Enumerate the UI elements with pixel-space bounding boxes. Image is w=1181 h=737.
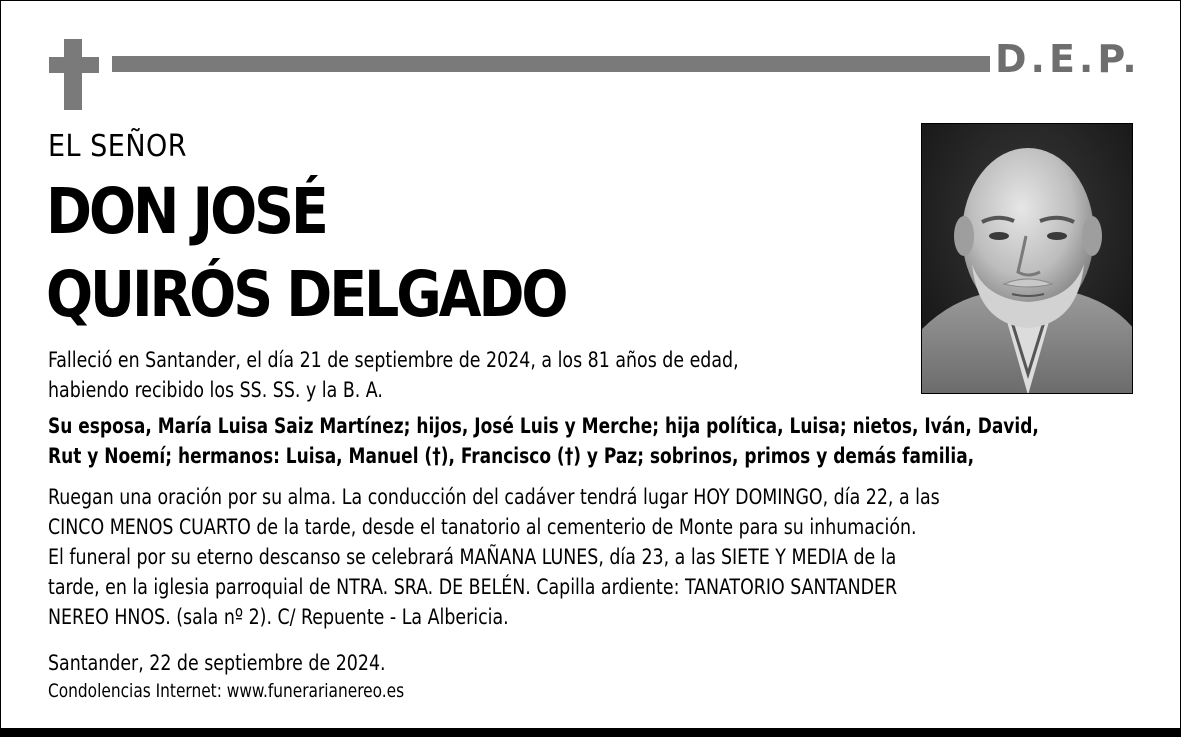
header-rule <box>112 56 990 72</box>
family-line: Rut y Noemí; hermanos: Luisa, Manuel (†), Francisco (†) y Paz; sobrinos, primos y demás familia, <box>48 444 975 468</box>
death-notice-text <box>48 346 739 406</box>
cross-icon <box>64 39 82 110</box>
place-date: Santander, 22 de septiembre de 2024. <box>48 651 386 676</box>
arrangements-line: El funeral por su eterno descanso se celebrará MAÑANA LUNES, día 23, a las SIETE Y MEDIA de la <box>48 545 897 570</box>
condolences-link[interactable]: Condolencias Internet: www.funerarianereo.es <box>48 680 405 702</box>
arrangements-line: tarde, en la iglesia parroquial de NTRA. SRA. DE BELÉN. Capilla ardiente: TANATORIO SANTANDER <box>48 575 898 600</box>
cross-icon-arm <box>49 57 99 73</box>
portrait-photo <box>921 123 1133 394</box>
honorific-title: EL SEÑOR <box>48 129 188 164</box>
family-line: Su esposa, María Luisa Saiz Martínez; hijos, José Luis y Merche; hija política, Luisa; nietos, Iván, David, <box>48 414 1039 438</box>
death-notice-line: habiendo recibido los SS. SS. y la B. A. <box>48 378 383 403</box>
arrangements-line: NEREO HNOS. (sala nº 2). C/ Repuente - La Albericia. <box>48 605 509 630</box>
dep-label: D.E.P. <box>995 37 1141 81</box>
family-text <box>48 411 1039 471</box>
arrangements-line: CINCO MENOS CUARTO de la tarde, desde el tanatorio al cementerio de Monte para su inhumación. <box>48 515 917 540</box>
bottom-rule <box>1 728 1180 736</box>
deceased-name-line-2: QUIRÓS DELGADO <box>46 258 566 331</box>
death-notice-line: Falleció en Santander, el día 21 de septiembre de 2024, a los 81 años de edad, <box>48 348 739 373</box>
deceased-name-line-1: DON JOSÉ <box>46 175 326 248</box>
arrangements-line: Ruegan una oración por su alma. La conducción del cadáver tendrá lugar HOY DOMINGO, día 22, a las <box>48 485 940 510</box>
portrait-photo-image <box>922 124 1133 394</box>
arrangements-text <box>48 483 940 633</box>
